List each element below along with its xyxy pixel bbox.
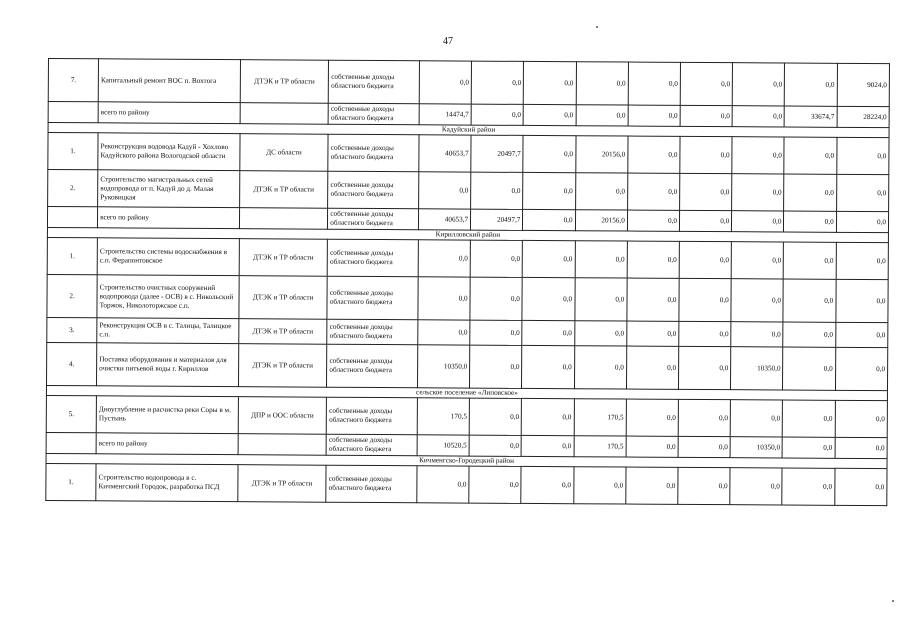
amount-cell: 0,0 [521, 435, 573, 456]
funding-source: собственные доходы областного бюджета [328, 171, 419, 209]
amount-cell: 20497,7 [471, 135, 523, 172]
row-number: 1. [47, 237, 97, 274]
funding-source: собственные доходы областного бюджета [328, 103, 419, 125]
amount-cell: 0,0 [835, 322, 887, 347]
amount-cell: 0,0 [731, 242, 783, 279]
amount-cell: 0,0 [626, 346, 678, 389]
project-row [46, 463, 887, 505]
section-title: Кирилловский район [47, 227, 888, 242]
funding-source: собственные доходы областного бюджета [327, 397, 418, 435]
project-name: Капитальный ремонт ВОС п. Вохтога [98, 59, 240, 103]
amount-cell: 0,0 [575, 241, 627, 278]
scan-speck [596, 26, 598, 28]
project-name: Дноуглубление и расчистка реки Соры в м. Пустынь [96, 396, 238, 434]
funding-source: собственные доходы областного бюджета [326, 434, 417, 456]
row-number [46, 432, 96, 453]
amount-cell: 0,0 [522, 277, 574, 320]
row-number: 2. [47, 274, 97, 317]
row-number: 1. [46, 463, 96, 500]
amount-cell: 0,0 [732, 63, 784, 106]
amount-cell: 0,0 [730, 468, 782, 505]
amount-cell: 10350,0 [731, 347, 783, 390]
amount-cell: 0,0 [784, 242, 836, 279]
amount-cell: 0,0 [521, 466, 573, 503]
amount-cell: 0,0 [469, 435, 521, 456]
executor-cell: ДТЭК и ТР области [239, 171, 328, 209]
funding-source: собственные доходы областного бюджета [327, 344, 418, 388]
executor-cell: ДТЭК и ТР области [238, 344, 327, 388]
amount-cell: 20156,0 [575, 210, 627, 231]
executor-cell: ДТЭК и ТР области [238, 465, 327, 503]
amount-cell: 0,0 [730, 400, 782, 437]
amount-cell: 0,0 [680, 136, 732, 173]
funding-source: собственные доходы областного бюджета [328, 208, 419, 230]
executor-cell: ДТЭК и ТР области [239, 319, 328, 345]
amount-cell: 0,0 [731, 322, 783, 347]
amount-cell: 0,0 [418, 172, 470, 209]
amount-cell: 0,0 [834, 468, 887, 505]
amount-cell: 0,0 [626, 436, 678, 457]
project-row [47, 237, 888, 279]
amount-cell: 0,0 [835, 347, 888, 390]
amount-cell: 0,0 [574, 278, 626, 321]
project-name: Строительство системы водоснабжения в с.п. Ферапонтовское [97, 238, 239, 276]
project-row [48, 59, 889, 107]
project-row [47, 274, 888, 322]
amount-cell: 0,0 [469, 398, 521, 435]
amount-cell: 0,0 [836, 211, 888, 232]
amount-cell: 0,0 [470, 345, 522, 388]
project-name: всего по району [98, 102, 240, 124]
funding-source: собственные доходы областного бюджета [327, 239, 418, 277]
project-row [48, 170, 889, 212]
amount-cell: 0,0 [783, 279, 835, 322]
amount-cell: 0,0 [575, 173, 627, 210]
amount-cell: 0,0 [419, 61, 471, 104]
project-name: Поставка оборудования и материалов для очистки питьевой воды г. Кириллов [97, 343, 239, 387]
executor-cell [238, 434, 327, 456]
amount-cell: 0,0 [627, 210, 679, 231]
amount-cell: 0,0 [522, 398, 574, 435]
row-number: 2. [48, 170, 98, 207]
amount-cell: 40653,7 [418, 209, 470, 230]
amount-cell: 0,0 [835, 400, 888, 437]
amount-cell: 0,0 [573, 467, 625, 504]
amount-cell: 0,0 [836, 137, 889, 174]
amount-cell: 0,0 [417, 466, 469, 503]
amount-cell: 0,0 [628, 62, 680, 105]
amount-cell: 0,0 [732, 106, 784, 127]
amount-cell: 0,0 [523, 172, 575, 209]
project-name: Строительство водопровода в с. Кичменгский Городок, разработка ПСД [96, 464, 238, 502]
amount-cell: 0,0 [836, 242, 889, 279]
executor-cell: ДС области [240, 134, 329, 172]
amount-cell: 0,0 [678, 399, 730, 436]
amount-cell: 0,0 [783, 437, 835, 458]
project-name: Реконструкция водовода Кадуй - Хохлово Кадуйского района Вологодской области [98, 133, 240, 171]
amount-cell: 0,0 [418, 240, 470, 277]
amount-cell: 0,0 [784, 211, 836, 232]
amount-cell: 0,0 [680, 105, 732, 126]
amount-cell: 0,0 [680, 62, 732, 105]
amount-cell: 0,0 [471, 61, 523, 104]
amount-cell: 0,0 [679, 278, 731, 321]
scan-speck [892, 600, 894, 602]
amount-cell: 0,0 [523, 209, 575, 230]
amount-cell: 0,0 [678, 467, 730, 504]
project-name: всего по району [98, 207, 240, 229]
amount-cell: 0,0 [732, 174, 784, 211]
amount-cell: 0,0 [471, 172, 523, 209]
amount-cell: 0,0 [626, 467, 678, 504]
amount-cell: 170,5 [417, 398, 469, 435]
section-title: сельское поселение «Липовское» [46, 385, 887, 400]
amount-cell: 0,0 [522, 320, 574, 345]
project-row [46, 342, 887, 390]
funding-table [45, 58, 890, 506]
amount-cell: 0,0 [784, 174, 836, 211]
funding-table-body [46, 59, 890, 506]
amount-cell: 0,0 [627, 321, 679, 346]
project-name: Строительство магистральных сетей водопровода от п. Кадуй до д. Малая Руковицкая [98, 170, 240, 208]
row-number: 4. [46, 342, 96, 385]
row-number: 1. [48, 133, 98, 170]
row-number: 3. [47, 317, 97, 342]
amount-cell: 0,0 [418, 277, 470, 320]
row-number: 5. [46, 395, 96, 432]
amount-cell: 0,0 [523, 240, 575, 277]
amount-cell: 0,0 [626, 399, 678, 436]
executor-cell: ДТЭК и ТР области [239, 276, 328, 320]
amount-cell: 170,5 [574, 436, 626, 457]
executor-cell [240, 103, 329, 125]
amount-cell: 0,0 [732, 211, 784, 232]
funding-source: собственные доходы областного бюджета [328, 134, 419, 172]
amount-cell: 33674,7 [785, 106, 837, 127]
amount-cell: 0,0 [836, 174, 889, 211]
amount-cell: 0,0 [574, 321, 626, 346]
executor-cell: ДПР и ООС области [238, 397, 327, 435]
project-name: всего по району [96, 433, 238, 455]
amount-cell: 0,0 [576, 62, 628, 105]
amount-cell: 0,0 [783, 347, 835, 390]
amount-cell: 0,0 [782, 468, 834, 505]
amount-cell: 0,0 [469, 466, 521, 503]
amount-cell: 0,0 [835, 437, 887, 458]
amount-cell: 0,0 [524, 61, 576, 104]
amount-cell: 0,0 [523, 135, 575, 172]
amount-cell: 0,0 [627, 278, 679, 321]
amount-cell: 0,0 [470, 240, 522, 277]
amount-cell: 0,0 [784, 137, 836, 174]
amount-cell: 28224,0 [837, 106, 889, 127]
amount-cell: 0,0 [628, 136, 680, 173]
amount-cell: 0,0 [627, 173, 679, 210]
funding-source: собственные доходы областного бюджета [326, 465, 417, 503]
amount-cell: 0,0 [680, 173, 732, 210]
amount-cell: 10350,0 [730, 437, 782, 458]
amount-cell: 40653,7 [419, 135, 471, 172]
amount-cell: 0,0 [836, 279, 889, 322]
amount-cell: 0,0 [783, 400, 835, 437]
executor-cell [239, 208, 328, 230]
project-name: Строительство очистных сооружений водопровода (далее - ОСВ) в с. Никольский Торжок, Николоторжское с.п. [97, 275, 239, 319]
page-number: 47 [443, 36, 453, 47]
amount-cell: 0,0 [678, 436, 730, 457]
amount-cell: 0,0 [470, 277, 522, 320]
amount-cell: 0,0 [678, 346, 730, 389]
amount-cell: 0,0 [627, 241, 679, 278]
amount-cell: 0,0 [731, 279, 783, 322]
amount-cell: 0,0 [783, 322, 835, 347]
amount-cell: 0,0 [732, 137, 784, 174]
amount-cell: 0,0 [679, 210, 731, 231]
row-number [48, 102, 98, 123]
amount-cell: 0,0 [471, 104, 523, 125]
amount-cell: 0,0 [628, 105, 680, 126]
project-row [48, 133, 889, 175]
amount-cell: 0,0 [523, 104, 575, 125]
executor-cell: ДТЭК и ТР области [239, 239, 328, 277]
amount-cell: 0,0 [679, 241, 731, 278]
amount-cell: 0,0 [470, 320, 522, 345]
amount-cell: 0,0 [418, 320, 470, 345]
amount-cell: 9024,0 [837, 63, 890, 106]
amount-cell: 0,0 [785, 63, 837, 106]
funding-source: собственные доходы областного бюджета [327, 319, 418, 345]
amount-cell: 20156,0 [575, 136, 627, 173]
section-title: Кичменгско-Городецкий район [46, 453, 887, 468]
amount-cell: 0,0 [574, 346, 626, 389]
amount-cell: 10350,0 [417, 345, 469, 388]
project-name: Реконструкция ОСВ в с. Талицы, Талицкое с.п. [97, 318, 239, 344]
amount-cell: 0,0 [522, 345, 574, 388]
amount-cell: 14474,7 [419, 104, 471, 125]
section-title: Кадуйский район [48, 123, 889, 138]
executor-cell: ДТЭК и ТР области [240, 60, 329, 104]
amount-cell: 0,0 [679, 321, 731, 346]
project-row [46, 395, 887, 437]
amount-cell: 170,5 [574, 399, 626, 436]
funding-source: собственные доходы областного бюджета [327, 276, 418, 320]
amount-cell: 10520,5 [417, 435, 469, 456]
amount-cell: 0,0 [576, 105, 628, 126]
funding-source: собственные доходы областного бюджета [329, 60, 420, 104]
row-number [47, 207, 97, 228]
row-number: 7. [48, 59, 98, 102]
amount-cell: 20497,7 [471, 209, 523, 230]
